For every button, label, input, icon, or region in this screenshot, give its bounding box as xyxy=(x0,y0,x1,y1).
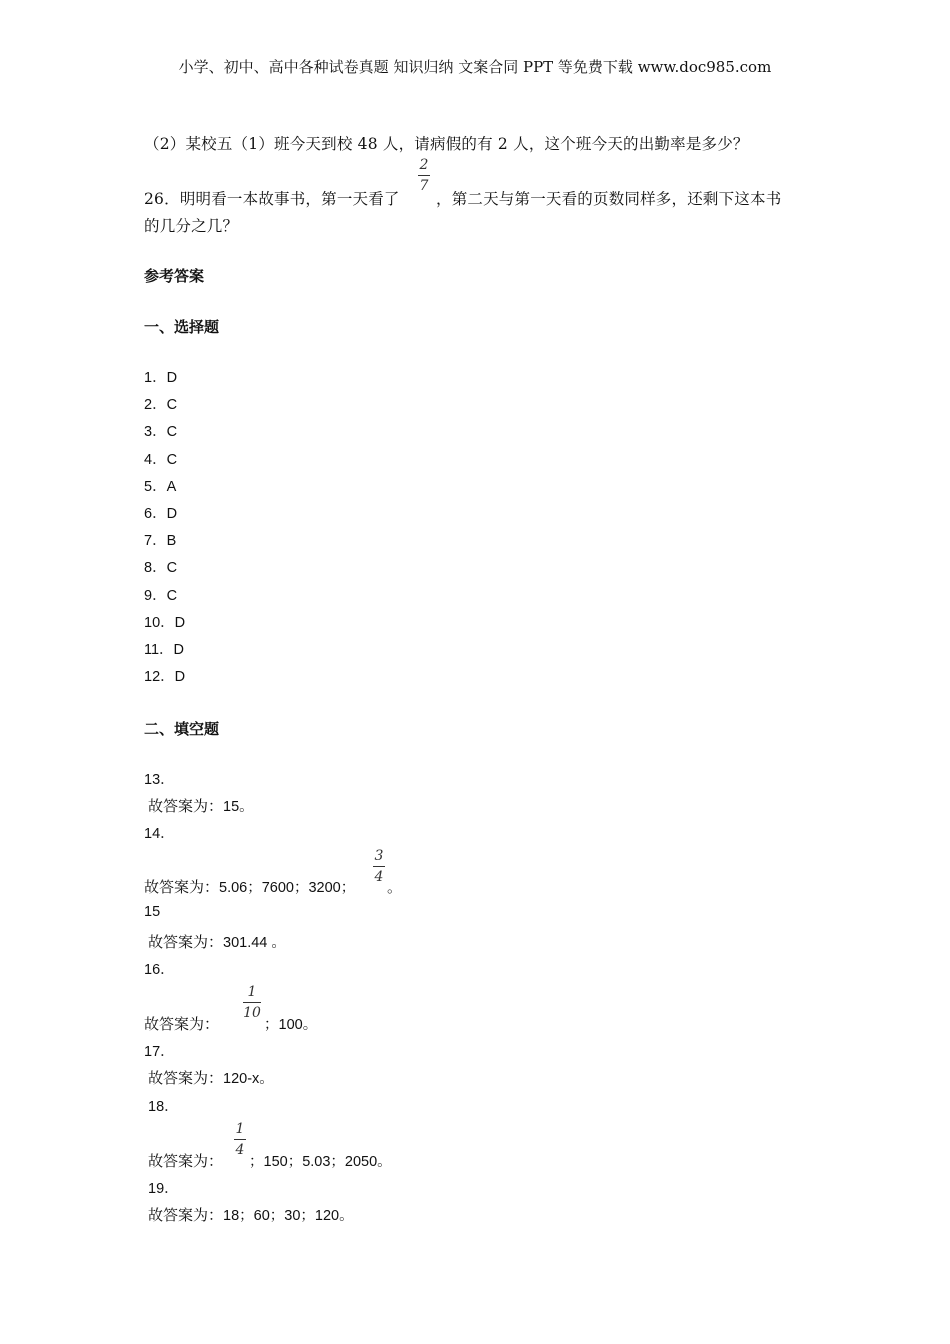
section-choice-title: 一、选择题 xyxy=(144,318,220,336)
fill-17-answer xyxy=(148,1067,274,1088)
fraction-denominator: 7 xyxy=(419,178,429,194)
fraction-denominator: 4 xyxy=(374,869,384,885)
fill-16-prefix: 故答案为： xyxy=(144,1015,220,1033)
fill-14-fraction xyxy=(373,849,385,884)
choice-answer-9: 9．C xyxy=(144,588,178,604)
fill-17-number: 17． xyxy=(144,1044,175,1060)
fraction-numerator: 1 xyxy=(235,1121,245,1137)
choice-answer-1: 1．D xyxy=(144,370,178,386)
choice-answer-6: 6．D xyxy=(144,506,178,522)
fraction-denominator: 4 xyxy=(235,1142,245,1158)
section-fill-title: 二、填空题 xyxy=(144,720,220,738)
choice-answer-4: 4．C xyxy=(144,452,178,468)
fill-13-number: 13． xyxy=(144,772,175,788)
answer-prefix: 故答案为： xyxy=(148,797,224,815)
answer-prefix: 故答案为： xyxy=(148,933,224,951)
fill-18-number: 18． xyxy=(148,1099,179,1115)
fraction-numerator: 3 xyxy=(374,848,384,864)
choice-answer-11: 11．D xyxy=(144,642,185,658)
answer-prefix: 故答案为： xyxy=(144,878,220,896)
fraction-bar xyxy=(234,1139,246,1140)
fill-14-answer xyxy=(144,876,355,897)
fraction-denominator: 10 xyxy=(243,1005,261,1021)
fill-18-answer: ；150；5.03；2050。 xyxy=(249,1154,392,1170)
answer-value: 15。 xyxy=(223,799,254,815)
question-26-fraction xyxy=(418,158,430,193)
fraction-numerator: 1 xyxy=(247,984,257,1000)
choice-answer-7: 7．B xyxy=(144,533,177,549)
fill-16-answer: ；100。 xyxy=(264,1017,318,1033)
question-26-line2: 的几分之几？ xyxy=(144,217,239,235)
question-25-2: （2）某校五（1）班今天到校 48 人，请病假的有 2 人，这个班今天的出勤率是多少？ xyxy=(144,135,749,153)
choice-answer-5: 5．A xyxy=(144,479,177,495)
answer-value: 18；60；30；120。 xyxy=(223,1208,354,1224)
choice-answer-10: 10．D xyxy=(144,615,186,631)
question-26-line1-end: ，第二天与第一天看的页数同样多，还剩下这本书 xyxy=(436,190,782,208)
choice-answer-8: 8．C xyxy=(144,560,178,576)
fill-15-answer xyxy=(148,931,286,952)
answer-prefix: 故答案为： xyxy=(148,1069,224,1087)
fraction-numerator: 2 xyxy=(419,157,429,173)
page-header: 小学、初中、高中各种试卷真题 知识归纳 文案合同 PPT 等免费下载 www.doc985.com xyxy=(178,58,772,76)
answer-value: 301.44 。 xyxy=(223,935,286,951)
fraction-bar xyxy=(418,175,430,176)
question-26-line1-start: 26．明明看一本故事书，第一天看了 xyxy=(144,190,400,208)
fraction-bar xyxy=(243,1002,261,1003)
fill-15-number: 15 xyxy=(144,904,161,920)
answer-value: 5.06；7600；3200； xyxy=(219,880,356,896)
choice-answer-3: 3．C xyxy=(144,424,178,440)
fill-19-answer xyxy=(148,1204,354,1225)
choice-answer-12: 12．D xyxy=(144,669,186,685)
fill-13-answer xyxy=(148,795,254,816)
answers-title: 参考答案 xyxy=(144,267,205,285)
fraction-bar xyxy=(373,866,385,867)
fill-18-fraction xyxy=(234,1122,246,1157)
choice-answer-2: 2．C xyxy=(144,397,178,413)
answer-value: 120-x。 xyxy=(223,1071,274,1087)
answer-prefix: 故答案为： xyxy=(148,1206,224,1224)
fill-14-suffix: 。 xyxy=(387,878,403,896)
fill-18-prefix: 故答案为： xyxy=(148,1152,224,1170)
fill-16-fraction xyxy=(243,985,261,1020)
fill-19-number: 19． xyxy=(148,1181,179,1197)
fill-14-number: 14． xyxy=(144,826,175,842)
fill-16-number: 16． xyxy=(144,962,175,978)
